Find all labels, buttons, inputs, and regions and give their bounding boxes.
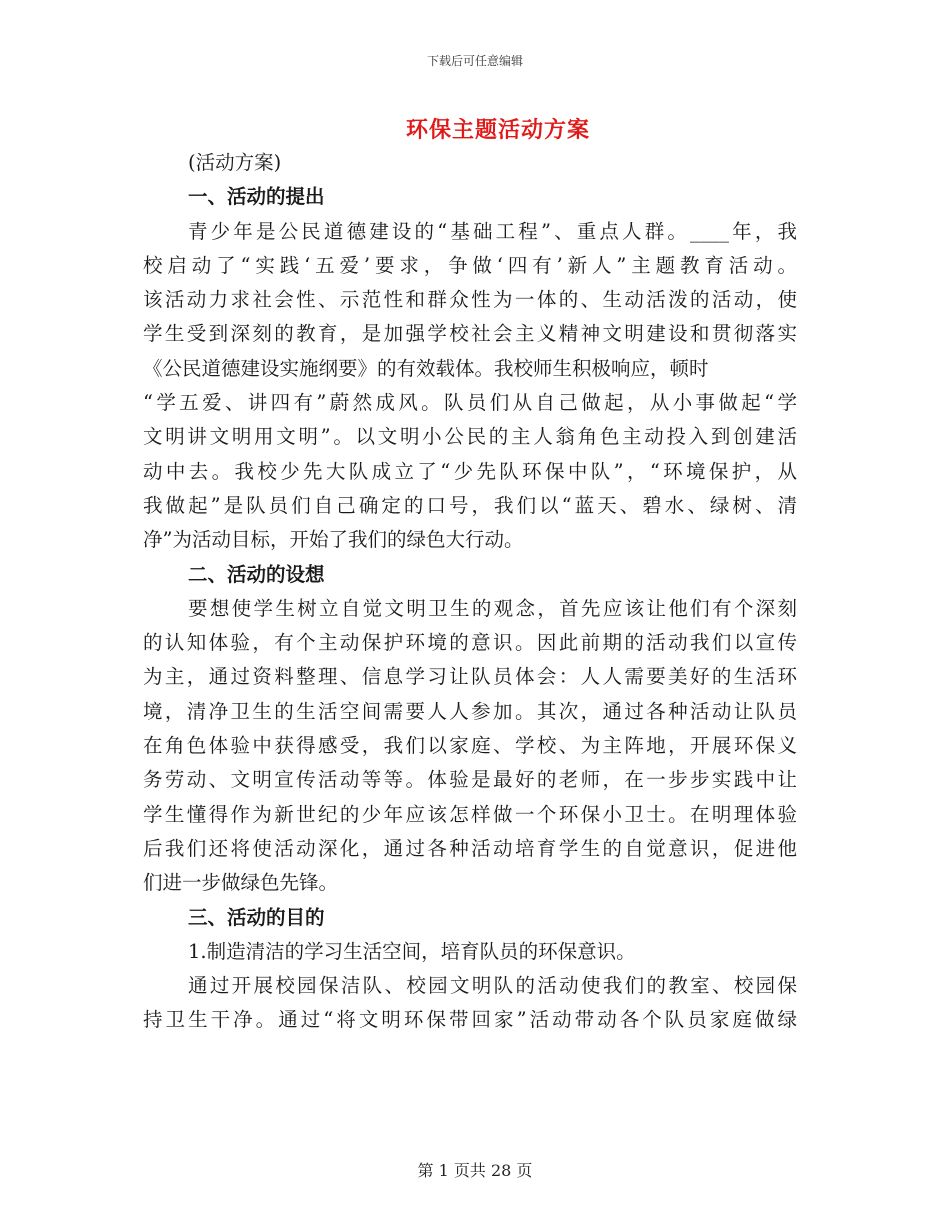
body-text-line: 为主，通过资料整理、信息学习让队员体会：人人需要美好的生活环 bbox=[143, 665, 797, 689]
body-text-line: 1.制造清洁的学习生活空间，培育队员的环保意识。 bbox=[188, 939, 636, 963]
body-text-line: 通过开展校园保洁队、校园文明队的活动使我们的教室、校园保 bbox=[188, 974, 797, 998]
section-heading: 二、活动的设想 bbox=[188, 562, 325, 586]
body-text-line: 《公民道德建设实施纲要》的有效载体。我校师生积极响应，顿时 bbox=[143, 356, 709, 380]
body-text-line: 在角色体验中获得感受，我们以家庭、学校、为主阵地，开展环保义 bbox=[143, 734, 797, 758]
body-text-line: 后我们还将使活动深化，通过各种活动培育学生的自觉意识，促进他 bbox=[143, 836, 797, 860]
document-title: 环保主题活动方案 bbox=[405, 117, 590, 143]
body-text-line: 青少年是公民道德建设的“基础工程”、重点人群。____年，我 bbox=[188, 219, 797, 243]
header-note: 下载后可任意编辑 bbox=[426, 54, 523, 68]
body-text-line: 们进一步做绿色先锋。 bbox=[143, 871, 339, 895]
body-text-line: 我做起”是队员们自己确定的口号，我们以“蓝天、碧水、绿树、清 bbox=[143, 493, 797, 517]
body-text-line: 该活动力求社会性、示范性和群众性为一体的、生动活泼的活动，使 bbox=[143, 288, 797, 312]
body-text-line: 的认知体验，有个主动保护环境的意识。因此前期的活动我们以宣传 bbox=[143, 631, 797, 655]
body-text-line: 境，清净卫生的生活空间需要人人参加。其次，通过各种活动让队员 bbox=[143, 699, 797, 723]
body-text-line: 学生懂得作为新世纪的少年应该怎样做一个环保小卫士。在明理体验 bbox=[143, 802, 797, 826]
body-text-line: 务劳动、文明宣传活动等等。体验是最好的老师，在一步步实践中让 bbox=[143, 768, 797, 792]
section-heading: 一、活动的提出 bbox=[188, 185, 325, 209]
body-text-line: 学生受到深刻的教育，是加强学校社会主义精神文明建设和贯彻落实 bbox=[143, 322, 797, 346]
body-text-line: (活动方案) bbox=[188, 151, 282, 174]
body-text-line: 文明讲文明用文明”。以文明小公民的主人翁角色主动投入到创建活 bbox=[143, 425, 797, 449]
body-text-line: “学五爱、讲四有”蔚然成风。队员们从自己做起，从小事做起“学 bbox=[143, 391, 797, 415]
document-body bbox=[143, 146, 797, 1038]
section-heading: 三、活动的目的 bbox=[188, 905, 325, 929]
page-footer: 第 1 页共 28 页 bbox=[417, 1161, 533, 1180]
body-text-line: 校启动了“实践‘五爱’要求，争做‘四有’新人”主题教育活动。 bbox=[143, 253, 797, 277]
body-text-line: 净”为活动目标，开始了我们的绿色大行动。 bbox=[143, 528, 524, 552]
body-text-line: 持卫生干净。通过“将文明环保带回家”活动带动各个队员家庭做绿 bbox=[143, 1008, 797, 1032]
body-text-line: 动中去。我校少先大队成立了“少先队环保中队”，“环境保护，从 bbox=[143, 459, 797, 483]
body-text-line: 要想使学生树立自觉文明卫生的观念，首先应该让他们有个深刻 bbox=[188, 596, 797, 620]
